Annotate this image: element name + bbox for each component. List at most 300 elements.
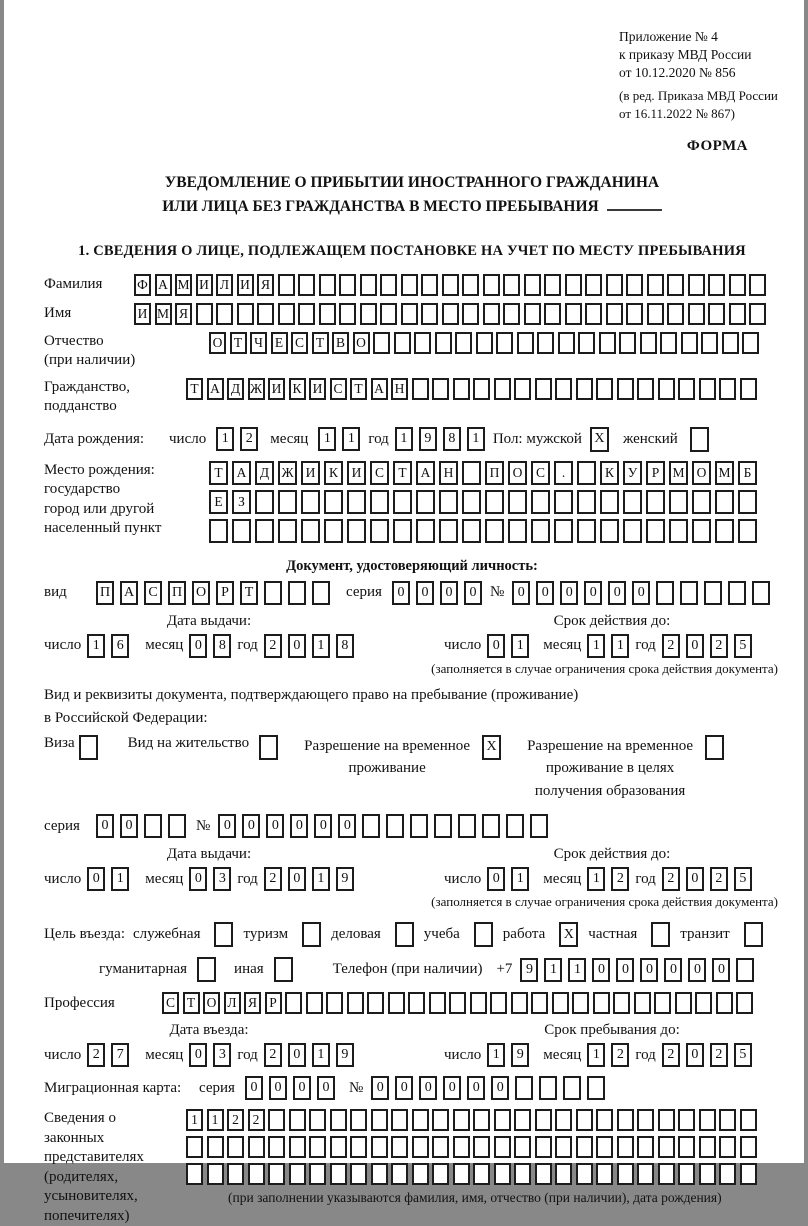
char-cell[interactable] [675,992,692,1014]
char-cell[interactable] [740,378,757,400]
char-cell[interactable]: 9 [336,1043,354,1067]
char-cell[interactable] [738,490,757,514]
char-cell[interactable]: О [192,581,210,605]
char-cell[interactable] [678,378,695,400]
char-cell[interactable] [613,992,630,1014]
char-cell[interactable]: 3 [213,867,231,891]
char-cell[interactable]: 0 [443,1076,461,1100]
char-cell[interactable] [634,992,651,1014]
char-cell[interactable]: И [134,303,151,325]
char-cell[interactable]: 1 [342,427,360,451]
char-cell[interactable] [326,992,343,1014]
char-cell[interactable] [380,274,397,296]
purpose-study-checkbox[interactable] [474,922,493,947]
char-cell[interactable] [442,274,459,296]
char-cell[interactable] [640,332,657,354]
char-cell[interactable] [339,303,356,325]
char-cell[interactable]: 1 [216,427,234,451]
char-cell[interactable] [414,332,431,354]
char-cell[interactable]: Т [209,461,228,485]
char-cell[interactable]: 0 [395,1076,413,1100]
char-cell[interactable]: 1 [611,634,629,658]
char-cell[interactable]: 0 [491,1076,509,1100]
char-cell[interactable]: 0 [592,958,610,982]
char-cell[interactable] [596,1109,613,1131]
char-cell[interactable]: 0 [632,581,650,605]
char-cell[interactable]: 1 [511,867,529,891]
char-cell[interactable] [350,1136,367,1158]
char-cell[interactable] [483,303,500,325]
char-cell[interactable]: 2 [611,1043,629,1067]
char-cell[interactable] [617,1163,634,1185]
visa-checkbox[interactable] [79,735,98,760]
char-cell[interactable]: 0 [464,581,482,605]
char-cell[interactable] [449,992,466,1014]
char-cell[interactable] [719,378,736,400]
char-cell[interactable] [503,303,520,325]
char-cell[interactable]: 1 [395,427,413,451]
char-cell[interactable] [599,332,616,354]
char-cell[interactable]: 2 [710,1043,728,1067]
char-cell[interactable]: И [237,274,254,296]
char-cell[interactable]: 0 [288,1043,306,1067]
char-cell[interactable] [537,332,554,354]
char-cell[interactable] [216,303,233,325]
temp-residence-checkbox[interactable]: X [482,735,501,760]
char-cell[interactable] [555,1109,572,1131]
char-cell[interactable]: Т [312,332,329,354]
char-cell[interactable]: А [232,461,251,485]
char-cell[interactable] [617,1136,634,1158]
char-cell[interactable] [470,992,487,1014]
char-cell[interactable]: У [623,461,642,485]
char-cell[interactable] [350,1163,367,1185]
char-cell[interactable]: 0 [288,867,306,891]
char-cell[interactable]: И [301,461,320,485]
char-cell[interactable] [412,378,429,400]
char-cell[interactable]: Д [255,461,274,485]
char-cell[interactable] [255,519,274,543]
char-cell[interactable] [347,519,366,543]
char-cell[interactable]: А [155,274,172,296]
char-cell[interactable] [432,1163,449,1185]
char-cell[interactable] [370,490,389,514]
char-cell[interactable] [740,1136,757,1158]
char-cell[interactable] [576,1136,593,1158]
char-cell[interactable] [515,1076,533,1100]
char-cell[interactable]: 0 [245,1076,263,1100]
char-cell[interactable] [524,303,541,325]
char-cell[interactable] [715,490,734,514]
char-cell[interactable]: Р [265,992,282,1014]
char-cell[interactable] [248,1163,265,1185]
char-cell[interactable] [207,1136,224,1158]
char-cell[interactable]: 0 [290,814,308,838]
char-cell[interactable] [503,274,520,296]
char-cell[interactable] [680,581,698,605]
char-cell[interactable] [386,814,404,838]
char-cell[interactable] [494,378,511,400]
char-cell[interactable]: И [268,378,285,400]
char-cell[interactable] [494,1136,511,1158]
temp-residence-education-checkbox[interactable] [705,735,724,760]
char-cell[interactable]: 0 [317,1076,335,1100]
char-cell[interactable] [530,814,548,838]
char-cell[interactable] [380,303,397,325]
char-cell[interactable]: З [232,490,251,514]
char-cell[interactable] [558,332,575,354]
char-cell[interactable] [565,274,582,296]
char-cell[interactable]: 0 [536,581,554,605]
char-cell[interactable] [339,274,356,296]
char-cell[interactable] [514,1109,531,1131]
char-cell[interactable] [312,581,330,605]
char-cell[interactable] [347,992,364,1014]
char-cell[interactable]: 2 [662,1043,680,1067]
char-cell[interactable]: 9 [419,427,437,451]
char-cell[interactable] [626,303,643,325]
char-cell[interactable] [514,1163,531,1185]
char-cell[interactable] [623,490,642,514]
char-cell[interactable] [416,519,435,543]
char-cell[interactable] [596,378,613,400]
char-cell[interactable] [401,303,418,325]
char-cell[interactable] [367,992,384,1014]
char-cell[interactable] [455,332,472,354]
char-cell[interactable] [719,1109,736,1131]
char-cell[interactable] [695,992,712,1014]
char-cell[interactable]: 1 [87,634,105,658]
char-cell[interactable]: М [715,461,734,485]
char-cell[interactable] [660,332,677,354]
char-cell[interactable] [511,992,528,1014]
char-cell[interactable] [289,1163,306,1185]
char-cell[interactable]: 1 [207,1109,224,1131]
char-cell[interactable] [412,1163,429,1185]
char-cell[interactable] [667,274,684,296]
char-cell[interactable]: Л [216,274,233,296]
char-cell[interactable] [565,303,582,325]
char-cell[interactable] [576,1163,593,1185]
char-cell[interactable] [606,303,623,325]
char-cell[interactable]: 0 [487,634,505,658]
char-cell[interactable]: 0 [467,1076,485,1100]
char-cell[interactable]: Т [183,992,200,1014]
char-cell[interactable]: 0 [686,634,704,658]
char-cell[interactable]: 0 [608,581,626,605]
char-cell[interactable] [462,490,481,514]
char-cell[interactable]: 2 [710,634,728,658]
char-cell[interactable] [439,490,458,514]
purpose-business-checkbox[interactable] [395,922,414,947]
char-cell[interactable]: Т [186,378,203,400]
char-cell[interactable] [278,490,297,514]
char-cell[interactable] [577,461,596,485]
purpose-work-checkbox[interactable]: X [559,922,578,947]
char-cell[interactable]: 0 [266,814,284,838]
char-cell[interactable] [347,490,366,514]
char-cell[interactable] [535,1109,552,1131]
char-cell[interactable] [699,1163,716,1185]
char-cell[interactable] [555,378,572,400]
char-cell[interactable]: 1 [511,634,529,658]
char-cell[interactable] [749,274,766,296]
char-cell[interactable] [656,581,674,605]
char-cell[interactable]: 0 [392,581,410,605]
char-cell[interactable] [708,274,725,296]
char-cell[interactable] [458,814,476,838]
char-cell[interactable]: 0 [189,867,207,891]
char-cell[interactable] [658,1109,675,1131]
char-cell[interactable]: С [291,332,308,354]
char-cell[interactable] [309,1109,326,1131]
char-cell[interactable]: Р [216,581,234,605]
char-cell[interactable]: О [692,461,711,485]
char-cell[interactable] [554,519,573,543]
char-cell[interactable] [692,490,711,514]
char-cell[interactable]: А [207,378,224,400]
char-cell[interactable]: С [531,461,550,485]
char-cell[interactable]: 7 [111,1043,129,1067]
char-cell[interactable]: 2 [227,1109,244,1131]
char-cell[interactable]: А [120,581,138,605]
char-cell[interactable] [647,303,664,325]
char-cell[interactable] [740,1109,757,1131]
char-cell[interactable] [391,1163,408,1185]
char-cell[interactable] [232,519,251,543]
char-cell[interactable]: 8 [213,634,231,658]
char-cell[interactable] [606,274,623,296]
char-cell[interactable] [577,519,596,543]
char-cell[interactable]: 0 [616,958,634,982]
char-cell[interactable]: 0 [293,1076,311,1100]
char-cell[interactable]: К [324,461,343,485]
char-cell[interactable] [688,303,705,325]
char-cell[interactable] [462,461,481,485]
char-cell[interactable]: 0 [512,581,530,605]
char-cell[interactable]: 2 [611,867,629,891]
char-cell[interactable] [432,1109,449,1131]
char-cell[interactable] [330,1136,347,1158]
char-cell[interactable] [728,581,746,605]
char-cell[interactable] [330,1109,347,1131]
char-cell[interactable]: 0 [664,958,682,982]
char-cell[interactable] [626,274,643,296]
char-cell[interactable] [637,1109,654,1131]
char-cell[interactable] [699,1109,716,1131]
char-cell[interactable] [186,1163,203,1185]
char-cell[interactable]: А [416,461,435,485]
char-cell[interactable] [324,490,343,514]
char-cell[interactable] [288,581,306,605]
char-cell[interactable]: Е [209,490,228,514]
char-cell[interactable] [453,378,470,400]
char-cell[interactable]: 1 [487,1043,505,1067]
char-cell[interactable] [309,1136,326,1158]
char-cell[interactable] [309,1163,326,1185]
char-cell[interactable] [473,1109,490,1131]
char-cell[interactable] [658,378,675,400]
char-cell[interactable] [535,1163,552,1185]
char-cell[interactable] [186,1136,203,1158]
char-cell[interactable] [623,519,642,543]
char-cell[interactable] [654,992,671,1014]
char-cell[interactable]: О [203,992,220,1014]
char-cell[interactable] [572,992,589,1014]
char-cell[interactable]: 0 [189,1043,207,1067]
char-cell[interactable] [716,992,733,1014]
char-cell[interactable] [371,1163,388,1185]
char-cell[interactable] [701,332,718,354]
char-cell[interactable] [227,1136,244,1158]
char-cell[interactable] [729,274,746,296]
char-cell[interactable] [264,581,282,605]
char-cell[interactable] [209,519,228,543]
char-cell[interactable] [596,1163,613,1185]
char-cell[interactable] [360,303,377,325]
char-cell[interactable] [268,1163,285,1185]
char-cell[interactable] [434,814,452,838]
char-cell[interactable]: 2 [240,427,258,451]
char-cell[interactable] [494,1109,511,1131]
char-cell[interactable] [350,1109,367,1131]
char-cell[interactable]: 1 [186,1109,203,1131]
char-cell[interactable]: 2 [710,867,728,891]
char-cell[interactable]: 1 [587,634,605,658]
char-cell[interactable] [736,958,754,982]
char-cell[interactable]: К [289,378,306,400]
char-cell[interactable]: . [554,461,573,485]
char-cell[interactable] [667,303,684,325]
char-cell[interactable] [401,274,418,296]
char-cell[interactable] [285,992,302,1014]
char-cell[interactable]: С [330,378,347,400]
char-cell[interactable] [482,814,500,838]
char-cell[interactable] [370,519,389,543]
char-cell[interactable]: 0 [87,867,105,891]
char-cell[interactable]: Ч [250,332,267,354]
char-cell[interactable] [462,274,479,296]
char-cell[interactable] [227,1163,244,1185]
char-cell[interactable] [585,274,602,296]
char-cell[interactable]: Т [350,378,367,400]
char-cell[interactable] [719,1136,736,1158]
char-cell[interactable] [485,490,504,514]
char-cell[interactable] [555,1136,572,1158]
char-cell[interactable] [324,519,343,543]
purpose-humanitarian-checkbox[interactable] [197,957,216,982]
char-cell[interactable] [462,303,479,325]
char-cell[interactable] [416,490,435,514]
char-cell[interactable] [552,992,569,1014]
char-cell[interactable] [473,1136,490,1158]
purpose-other-checkbox[interactable] [274,957,293,982]
char-cell[interactable]: 1 [312,634,330,658]
char-cell[interactable] [678,1163,695,1185]
char-cell[interactable] [699,378,716,400]
char-cell[interactable]: К [600,461,619,485]
char-cell[interactable] [514,378,531,400]
char-cell[interactable] [432,1136,449,1158]
char-cell[interactable] [306,992,323,1014]
char-cell[interactable]: 1 [467,427,485,451]
char-cell[interactable] [563,1076,581,1100]
char-cell[interactable]: 1 [544,958,562,982]
char-cell[interactable] [393,490,412,514]
char-cell[interactable] [453,1109,470,1131]
char-cell[interactable] [531,992,548,1014]
char-cell[interactable] [658,1136,675,1158]
char-cell[interactable] [678,1109,695,1131]
char-cell[interactable] [600,519,619,543]
char-cell[interactable] [669,519,688,543]
char-cell[interactable] [278,274,295,296]
char-cell[interactable] [421,303,438,325]
char-cell[interactable]: Н [391,378,408,400]
char-cell[interactable] [619,332,636,354]
purpose-private-checkbox[interactable] [651,922,670,947]
char-cell[interactable] [412,1109,429,1131]
char-cell[interactable] [373,332,390,354]
char-cell[interactable]: 2 [264,634,282,658]
char-cell[interactable] [196,303,213,325]
char-cell[interactable]: 1 [568,958,586,982]
char-cell[interactable]: М [175,274,192,296]
char-cell[interactable] [699,1136,716,1158]
char-cell[interactable]: 1 [587,867,605,891]
char-cell[interactable]: 0 [440,581,458,605]
char-cell[interactable] [736,992,753,1014]
char-cell[interactable] [429,992,446,1014]
char-cell[interactable]: Р [646,461,665,485]
char-cell[interactable]: П [485,461,504,485]
char-cell[interactable] [301,490,320,514]
char-cell[interactable]: 0 [686,867,704,891]
char-cell[interactable] [168,814,186,838]
char-cell[interactable]: И [309,378,326,400]
char-cell[interactable] [412,1136,429,1158]
char-cell[interactable] [473,1163,490,1185]
char-cell[interactable] [729,303,746,325]
char-cell[interactable] [617,1109,634,1131]
char-cell[interactable] [647,274,664,296]
char-cell[interactable] [531,519,550,543]
char-cell[interactable] [453,1163,470,1185]
char-cell[interactable] [617,378,634,400]
char-cell[interactable] [393,519,412,543]
char-cell[interactable]: Т [230,332,247,354]
char-cell[interactable]: Д [227,378,244,400]
char-cell[interactable] [453,1136,470,1158]
char-cell[interactable]: 9 [520,958,538,982]
char-cell[interactable]: 0 [218,814,236,838]
char-cell[interactable]: 5 [734,1043,752,1067]
char-cell[interactable]: А [371,378,388,400]
char-cell[interactable] [514,1136,531,1158]
char-cell[interactable] [391,1109,408,1131]
char-cell[interactable] [442,303,459,325]
char-cell[interactable]: 0 [688,958,706,982]
sex-female-checkbox[interactable] [690,427,709,452]
char-cell[interactable] [646,519,665,543]
char-cell[interactable] [719,1163,736,1185]
char-cell[interactable]: 2 [264,867,282,891]
char-cell[interactable]: Ж [278,461,297,485]
char-cell[interactable] [371,1136,388,1158]
char-cell[interactable] [319,303,336,325]
char-cell[interactable]: 0 [269,1076,287,1100]
char-cell[interactable]: В [332,332,349,354]
